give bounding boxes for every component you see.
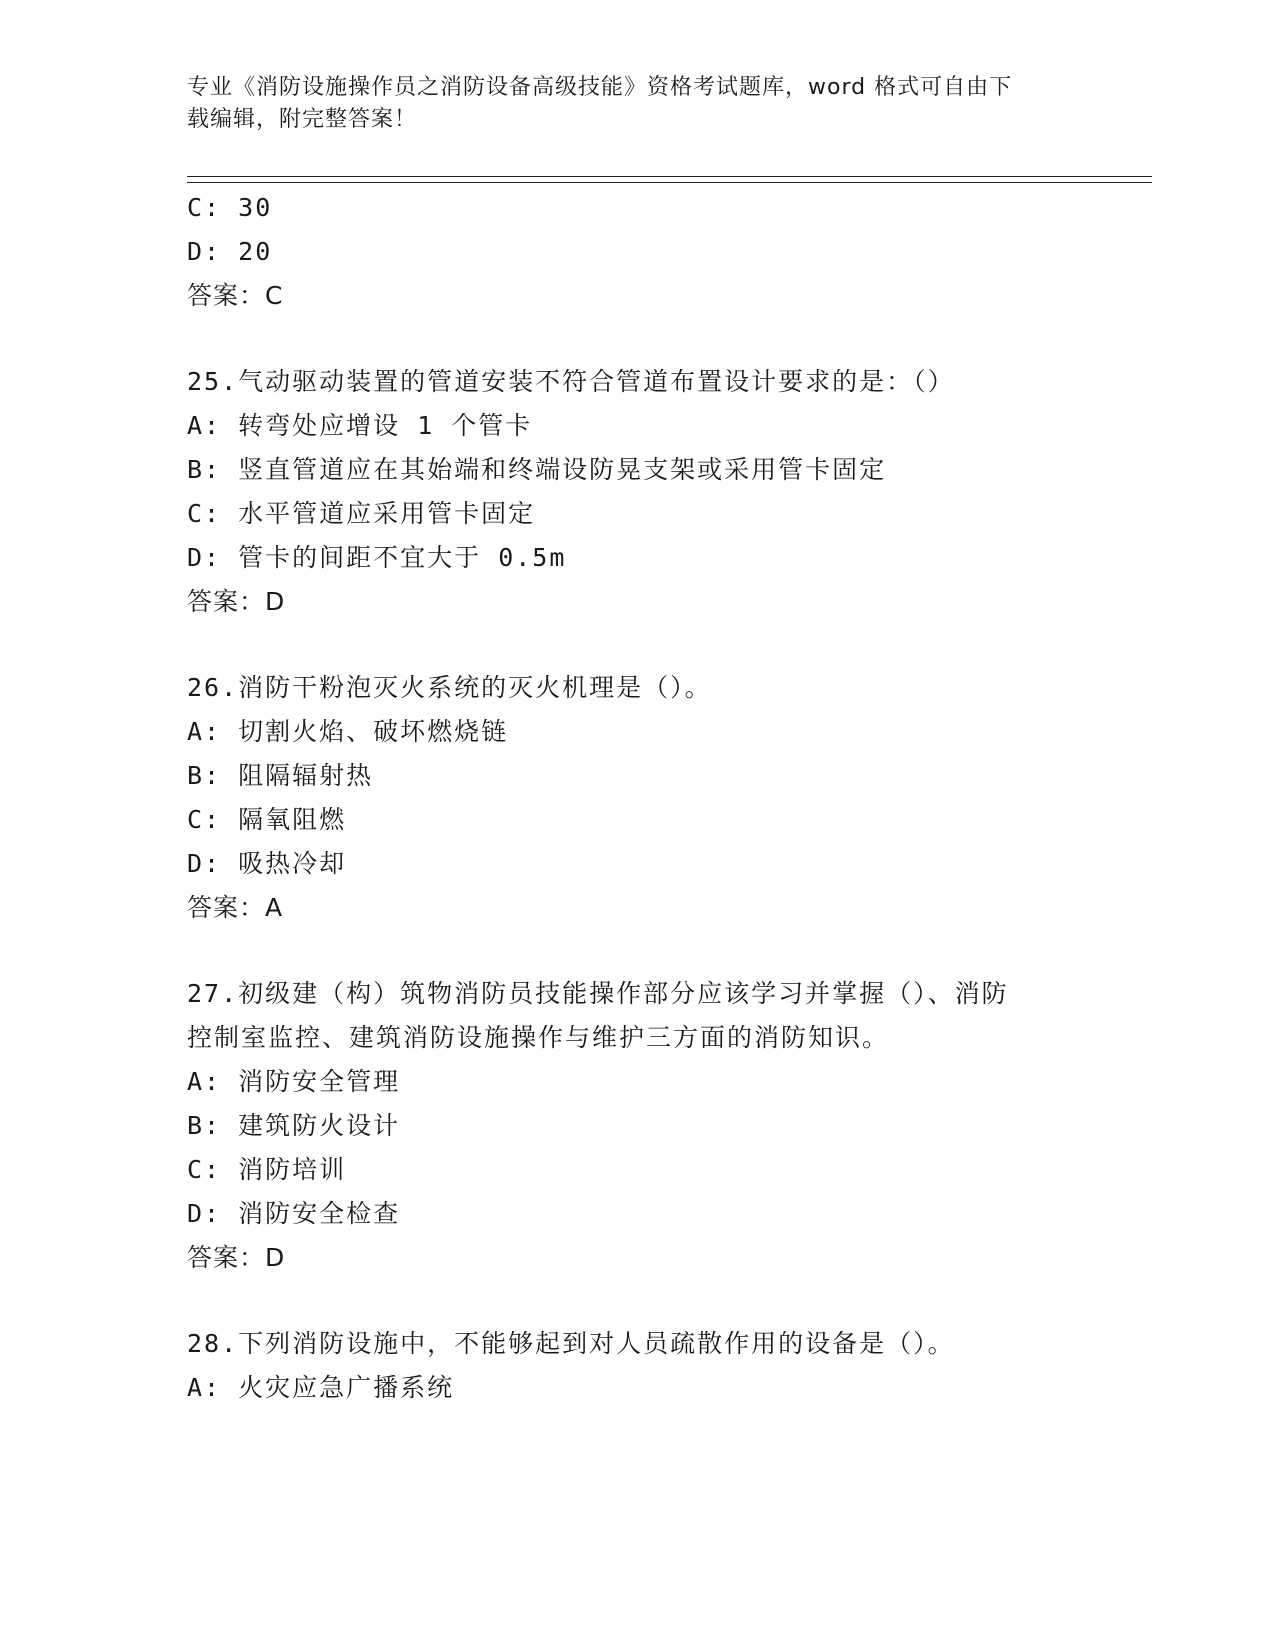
question-stem-continued: 控制室监控、建筑消防设施操作与维护三方面的消防知识。: [187, 1023, 890, 1052]
option-d: D: 消防安全检查: [187, 1199, 401, 1228]
option-b: B: 建筑防火设计: [187, 1111, 401, 1140]
option-d: D: 20: [187, 237, 273, 266]
option-d: D: 吸热冷却: [187, 849, 347, 878]
answer: 答案：D: [187, 1243, 286, 1272]
option-c: C: 水平管道应采用管卡固定: [187, 499, 536, 528]
answer: 答案：D: [187, 587, 286, 616]
header-divider-top: [187, 176, 1152, 177]
answer: 答案：C: [187, 281, 284, 310]
answer: 答案：A: [187, 893, 284, 922]
option-a: A: 转弯处应增设 1 个管卡: [187, 411, 533, 440]
question-stem: 26.消防干粉泡灭火系统的灭火机理是（）。: [187, 673, 712, 702]
option-b: B: 竖直管道应在其始端和终端设防晃支架或采用管卡固定: [187, 455, 887, 484]
option-a: A: 切割火焰、破坏燃烧链: [187, 717, 509, 746]
question-stem: 25.气动驱动装置的管道安装不符合管道布置设计要求的是：（）: [187, 367, 955, 396]
option-c: C: 消防培训: [187, 1155, 347, 1184]
option-c: C: 30: [187, 193, 273, 222]
header-line-2: 载编辑，附完整答案！: [187, 107, 418, 132]
option-a: A: 消防安全管理: [187, 1067, 401, 1096]
header-line-1: 专业《消防设施操作员之消防设备高级技能》资格考试题库，word 格式可自由下: [187, 75, 1013, 100]
header-divider-bottom: [187, 182, 1152, 183]
option-c: C: 隔氧阻燃: [187, 805, 347, 834]
document-header: [187, 72, 1087, 136]
option-a: A: 火灾应急广播系统: [187, 1373, 455, 1402]
option-b: B: 阻隔辐射热: [187, 761, 374, 790]
option-d: D: 管卡的间距不宜大于 0.5m: [187, 543, 567, 572]
question-stem: 27.初级建（构）筑物消防员技能操作部分应该学习并掌握（）、消防: [187, 979, 1009, 1008]
question-stem: 28.下列消防设施中，不能够起到对人员疏散作用的设备是（）。: [187, 1329, 955, 1358]
